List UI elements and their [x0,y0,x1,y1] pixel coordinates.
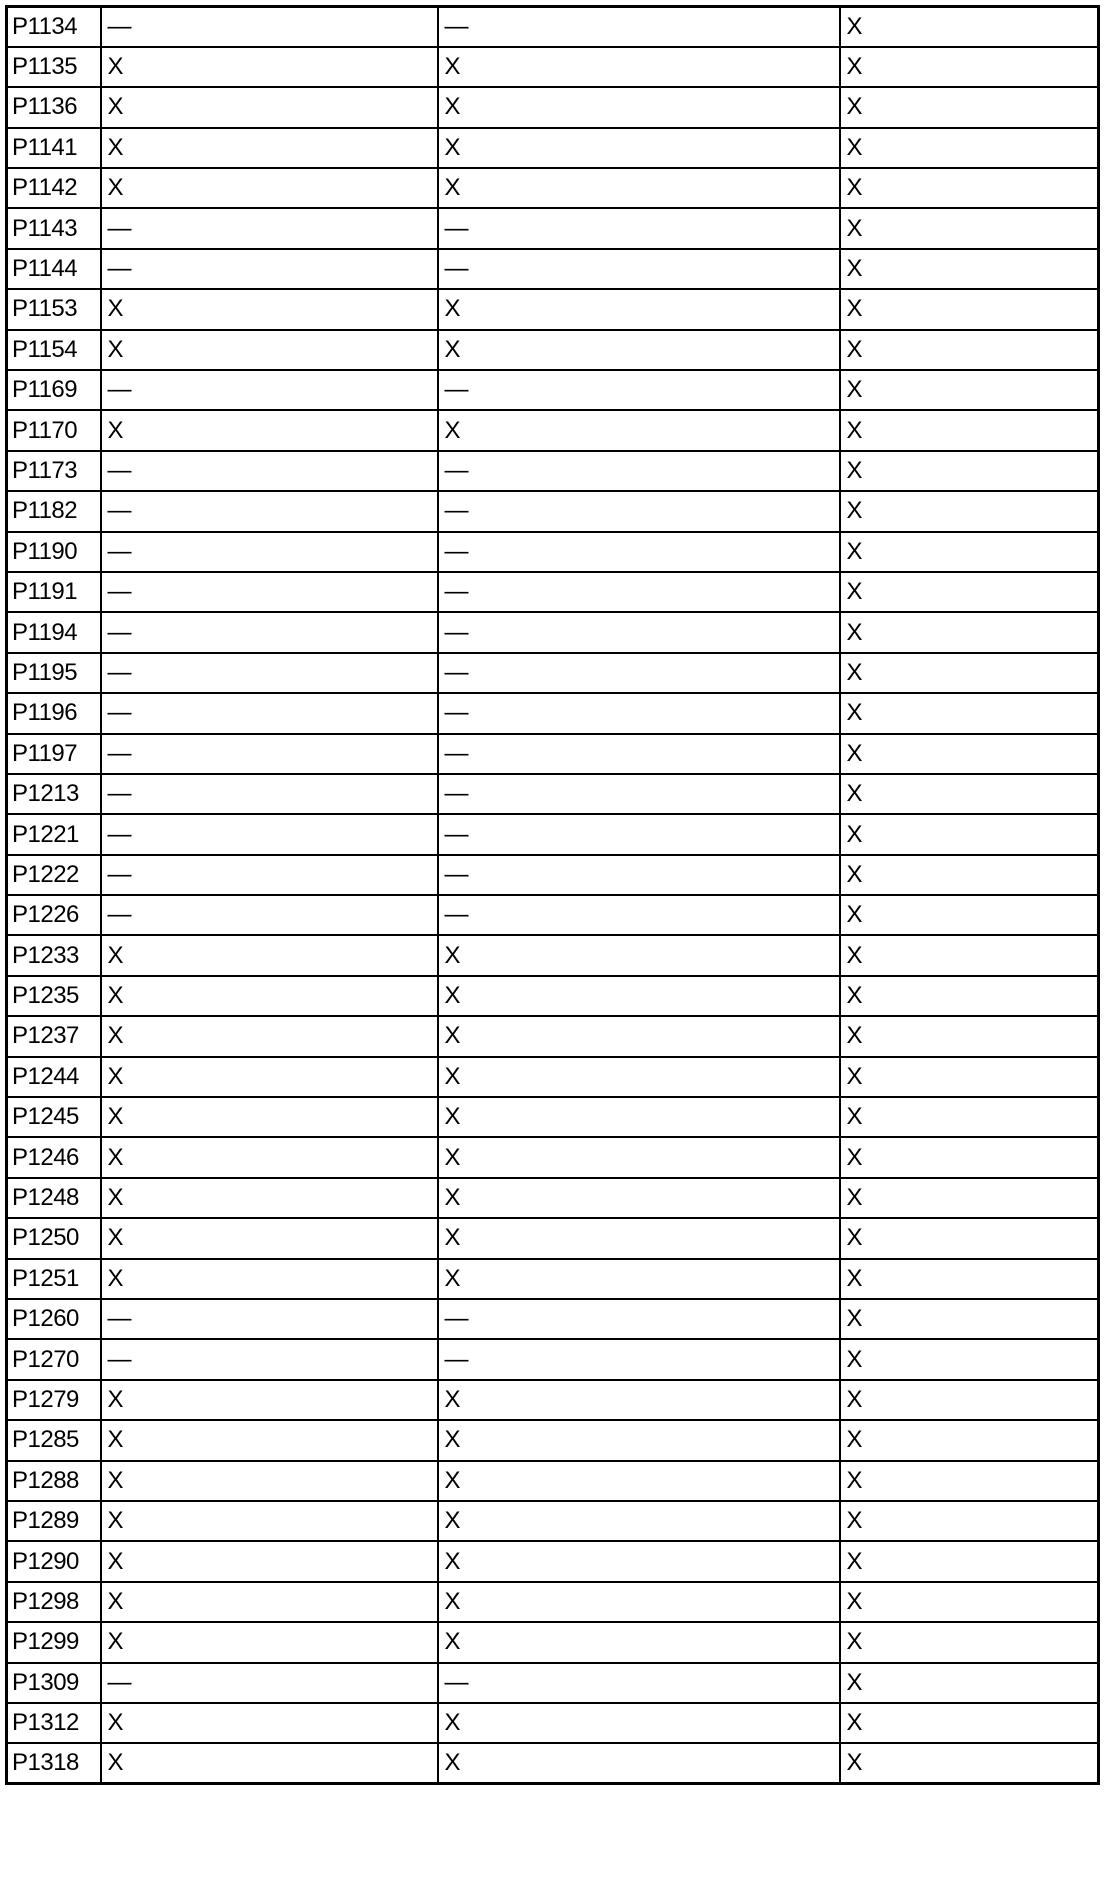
table-row [7,1541,1099,1581]
column-1-cell: X [101,935,438,975]
column-2-cell: X [438,1622,840,1662]
column-2-cell: X [438,1057,840,1097]
column-2-cell: — [438,249,840,289]
table-row [7,451,1099,491]
code-cell: P1270 [7,1339,101,1379]
code-cell: P1260 [7,1299,101,1339]
column-1-cell: X [101,1097,438,1137]
column-3-cell: X [840,1218,1099,1258]
column-3-cell: X [840,168,1099,208]
column-3-cell: X [840,1299,1099,1339]
column-3-cell: X [840,1501,1099,1541]
column-1-cell: — [101,612,438,652]
column-1-cell: X [101,1582,438,1622]
column-3-cell: X [840,1137,1099,1177]
code-cell: P1248 [7,1178,101,1218]
table-row [7,491,1099,531]
column-1-cell: X [101,976,438,1016]
code-cell: P1182 [7,491,101,531]
column-2-cell: — [438,532,840,572]
table-row [7,532,1099,572]
table-row [7,734,1099,774]
column-1-cell: X [101,410,438,450]
column-2-cell: X [438,128,840,168]
column-3-cell: X [840,289,1099,329]
table-row [7,976,1099,1016]
table-row [7,935,1099,975]
table-row [7,774,1099,814]
column-2-cell: X [438,410,840,450]
column-3-cell: X [840,1178,1099,1218]
column-1-cell: X [101,1137,438,1177]
column-2-cell: — [438,1339,840,1379]
column-3-cell: X [840,410,1099,450]
code-cell: P1250 [7,1218,101,1258]
column-2-cell: — [438,734,840,774]
code-cell: P1191 [7,572,101,612]
column-2-cell: — [438,572,840,612]
column-1-cell: X [101,1703,438,1743]
code-cell: P1190 [7,532,101,572]
table-row [7,1420,1099,1460]
column-2-cell: X [438,976,840,1016]
code-cell: P1197 [7,734,101,774]
column-1-cell: — [101,1299,438,1339]
code-cell: P1221 [7,814,101,854]
column-3-cell: X [840,330,1099,370]
column-2-cell: — [438,208,840,248]
code-cell: P1144 [7,249,101,289]
column-1-cell: — [101,370,438,410]
column-2-cell: X [438,168,840,208]
table-row [7,814,1099,854]
column-1-cell: X [101,1622,438,1662]
code-applicability-table [5,5,1100,1785]
code-cell: P1222 [7,855,101,895]
code-cell: P1136 [7,87,101,127]
column-2-cell: X [438,1743,840,1783]
column-1-cell: — [101,1339,438,1379]
table-row [7,1663,1099,1703]
column-3-cell: X [840,1461,1099,1501]
column-3-cell: X [840,532,1099,572]
column-2-cell: — [438,895,840,935]
code-cell: P1233 [7,935,101,975]
table-row [7,168,1099,208]
column-3-cell: X [840,734,1099,774]
column-3-cell: X [840,612,1099,652]
column-1-cell: — [101,249,438,289]
code-cell: P1244 [7,1057,101,1097]
column-3-cell: X [840,693,1099,733]
column-1-cell: — [101,895,438,935]
column-3-cell: X [840,208,1099,248]
column-2-cell: — [438,491,840,531]
table-row [7,1703,1099,1743]
column-1-cell: X [101,1218,438,1258]
column-1-cell: — [101,451,438,491]
column-2-cell: X [438,1501,840,1541]
table-row [7,87,1099,127]
column-1-cell: X [101,1057,438,1097]
column-3-cell: X [840,814,1099,854]
code-cell: P1235 [7,976,101,1016]
table-row [7,1097,1099,1137]
column-1-cell: — [101,774,438,814]
code-cell: P1251 [7,1259,101,1299]
column-1-cell: X [101,1743,438,1783]
column-1-cell: — [101,814,438,854]
table-row [7,1339,1099,1379]
column-3-cell: X [840,1097,1099,1137]
column-3-cell: X [840,1663,1099,1703]
table-row [7,410,1099,450]
code-cell: P1169 [7,370,101,410]
column-2-cell: — [438,7,840,47]
column-2-cell: X [438,1461,840,1501]
column-2-cell: — [438,1663,840,1703]
column-2-cell: X [438,1380,840,1420]
code-cell: P1194 [7,612,101,652]
column-3-cell: X [840,128,1099,168]
column-2-cell: X [438,1582,840,1622]
column-3-cell: X [840,491,1099,531]
column-1-cell: X [101,168,438,208]
column-1-cell: — [101,1663,438,1703]
column-2-cell: — [438,653,840,693]
code-cell: P1299 [7,1622,101,1662]
table-row [7,1016,1099,1056]
code-cell: P1318 [7,1743,101,1783]
column-2-cell: X [438,1541,840,1581]
table-row [7,855,1099,895]
column-1-cell: X [101,1501,438,1541]
column-2-cell: — [438,693,840,733]
column-2-cell: X [438,330,840,370]
column-1-cell: X [101,289,438,329]
table-row [7,612,1099,652]
column-1-cell: — [101,208,438,248]
code-cell: P1135 [7,47,101,87]
code-cell: P1142 [7,168,101,208]
column-1-cell: X [101,128,438,168]
column-3-cell: X [840,370,1099,410]
code-cell: P1298 [7,1582,101,1622]
column-2-cell: X [438,1178,840,1218]
column-3-cell: X [840,1057,1099,1097]
table-row [7,128,1099,168]
table-row [7,1743,1099,1783]
code-cell: P1237 [7,1016,101,1056]
column-1-cell: X [101,1178,438,1218]
column-1-cell: — [101,491,438,531]
code-cell: P1285 [7,1420,101,1460]
code-cell: P1143 [7,208,101,248]
column-1-cell: X [101,1259,438,1299]
column-1-cell: — [101,693,438,733]
column-2-cell: X [438,935,840,975]
column-2-cell: X [438,1420,840,1460]
column-1-cell: X [101,47,438,87]
column-2-cell: X [438,1259,840,1299]
table-row [7,1218,1099,1258]
table-row [7,1582,1099,1622]
column-3-cell: X [840,855,1099,895]
column-3-cell: X [840,1622,1099,1662]
column-1-cell: — [101,7,438,47]
table-row [7,1259,1099,1299]
table-row [7,1501,1099,1541]
code-cell: P1173 [7,451,101,491]
table-row [7,249,1099,289]
column-2-cell: — [438,774,840,814]
column-3-cell: X [840,451,1099,491]
column-1-cell: — [101,653,438,693]
column-1-cell: X [101,1016,438,1056]
table-body [7,7,1099,1784]
column-3-cell: X [840,1582,1099,1622]
column-2-cell: — [438,855,840,895]
column-3-cell: X [840,1420,1099,1460]
code-cell: P1170 [7,410,101,450]
code-cell: P1288 [7,1461,101,1501]
code-cell: P1226 [7,895,101,935]
column-3-cell: X [840,1541,1099,1581]
table-row [7,1299,1099,1339]
column-3-cell: X [840,1259,1099,1299]
column-1-cell: X [101,1420,438,1460]
column-2-cell: X [438,47,840,87]
column-3-cell: X [840,895,1099,935]
column-3-cell: X [840,1703,1099,1743]
table-row [7,1057,1099,1097]
table-row [7,653,1099,693]
column-2-cell: — [438,370,840,410]
table-row [7,1137,1099,1177]
table-row [7,370,1099,410]
code-cell: P1245 [7,1097,101,1137]
code-cell: P1153 [7,289,101,329]
table-row [7,1178,1099,1218]
column-3-cell: X [840,1339,1099,1379]
column-2-cell: — [438,612,840,652]
column-1-cell: X [101,1541,438,1581]
code-cell: P1196 [7,693,101,733]
column-2-cell: X [438,1097,840,1137]
column-3-cell: X [840,249,1099,289]
table-row [7,572,1099,612]
column-1-cell: — [101,855,438,895]
table-row [7,1622,1099,1662]
table-row [7,7,1099,47]
column-1-cell: — [101,734,438,774]
table-row [7,289,1099,329]
code-cell: P1279 [7,1380,101,1420]
column-1-cell: X [101,1461,438,1501]
column-3-cell: X [840,653,1099,693]
column-2-cell: X [438,1703,840,1743]
table-row [7,208,1099,248]
column-2-cell: — [438,1299,840,1339]
table-row [7,895,1099,935]
column-2-cell: — [438,451,840,491]
column-1-cell: X [101,1380,438,1420]
code-cell: P1246 [7,1137,101,1177]
column-2-cell: — [438,814,840,854]
column-3-cell: X [840,976,1099,1016]
table-row [7,693,1099,733]
column-3-cell: X [840,935,1099,975]
column-2-cell: X [438,87,840,127]
table-row [7,1380,1099,1420]
code-cell: P1195 [7,653,101,693]
code-cell: P1290 [7,1541,101,1581]
column-3-cell: X [840,1743,1099,1783]
column-2-cell: X [438,1137,840,1177]
column-3-cell: X [840,774,1099,814]
code-cell: P1134 [7,7,101,47]
code-cell: P1312 [7,1703,101,1743]
code-cell: P1289 [7,1501,101,1541]
column-2-cell: X [438,1218,840,1258]
table-row [7,47,1099,87]
column-1-cell: X [101,87,438,127]
column-1-cell: — [101,532,438,572]
column-3-cell: X [840,1016,1099,1056]
code-cell: P1141 [7,128,101,168]
column-1-cell: — [101,572,438,612]
column-3-cell: X [840,1380,1099,1420]
column-1-cell: X [101,330,438,370]
code-cell: P1154 [7,330,101,370]
column-2-cell: X [438,1016,840,1056]
column-3-cell: X [840,87,1099,127]
column-3-cell: X [840,7,1099,47]
code-cell: P1213 [7,774,101,814]
column-3-cell: X [840,572,1099,612]
code-cell: P1309 [7,1663,101,1703]
table-row [7,1461,1099,1501]
table-row [7,330,1099,370]
column-3-cell: X [840,47,1099,87]
column-2-cell: X [438,289,840,329]
